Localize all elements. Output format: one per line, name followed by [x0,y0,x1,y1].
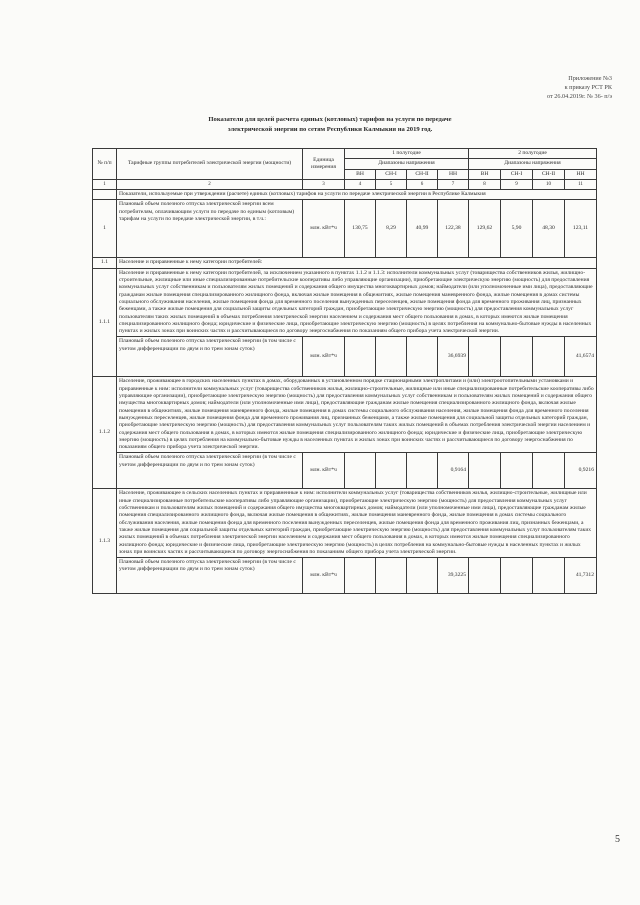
empty-cell [501,337,533,377]
index-cell: 11 [565,179,597,189]
value-h2-vn: 129,62 [469,200,501,258]
header-vn-1: ВН [345,169,376,179]
empty-cell [501,453,533,489]
row-unit: млн. кВт*ч [303,453,345,489]
table-row-1-1-1-volume [93,337,597,377]
header-voltage-2: Диапазоны напряжения [469,159,597,169]
value-h1-vn: 130,75 [345,200,376,258]
row-num: 1.1.1 [93,268,117,377]
value-h2-nn: 0,9216 [565,453,597,489]
volume-label: Плановый объем полезного отпуска электрической энергии (в том числе с учетом дифференциации по двум и по трем зонам суток) [117,337,303,377]
row-num: 1.1.3 [93,489,117,594]
index-cell: 10 [533,179,565,189]
header-sn2-1: СН-II [407,169,438,179]
header-half-2: 2 полугодие [469,149,597,159]
header-unit: Единица измерения [303,149,345,180]
row-unit: млн. кВт*ч [303,558,345,594]
appendix-line-1: Приложение №3 [568,75,612,82]
value-h2-sn1: 5,90 [501,200,533,258]
header-sn2-2: СН-II [533,169,565,179]
section-row [93,190,597,200]
empty-cell [533,453,565,489]
row-unit: млн. кВт*ч [303,200,345,258]
header-half-1: 1 полугодие [345,149,469,159]
value-h1-sn2: 40,99 [407,200,438,258]
header-voltage-1: Диапазоны напряжения [345,159,469,169]
empty-cell [345,558,376,594]
tariff-table [92,148,597,594]
header-sn1-2: СН-I [501,169,533,179]
document-title [150,115,510,135]
section-num-cell [93,190,117,200]
index-cell: 1 [93,179,117,189]
title-line-1: Показатели для целей расчета единых (котловых) тарифов на услуги по передаче [208,116,452,123]
value-h1-nn: 0,9164 [438,453,469,489]
index-cell: 2 [117,179,303,189]
section-indicators: Показатели, используемые при утверждении (расчете) единых (котловых) тарифов на услуги по передаче электрической энергии в Республике Калмыкия [117,190,597,200]
appendix-line-3: от 26.04.2019г. № 36- п/э [547,93,612,100]
header-groups: Тарифные группы потребителей электрической энергии (мощности) [117,149,303,180]
row-unit: млн. кВт*ч [303,337,345,377]
index-cell: 7 [438,179,469,189]
value-h2-nn: 123,11 [565,200,597,258]
value-h1-sn1: 8,29 [376,200,407,258]
table-row-1-1-3-volume [93,558,597,594]
row-label: Плановый объем полезного отпуска электрической энергии всем потребителям, оплачивающим услуги по передаче по единым (котловым) тарифам на услуги по передаче электрической энергии, в т.ч.: [117,200,303,258]
appendix-reference [547,74,612,101]
row-num: 1 [93,200,117,258]
empty-cell [469,453,501,489]
empty-cell [407,337,438,377]
empty-cell [376,558,407,594]
table-row-1-1-1 [93,268,597,337]
header-num: № п/п [93,149,117,180]
header-nn-1: НН [438,169,469,179]
index-cell: 3 [303,179,345,189]
page-number: 5 [615,834,620,845]
header-vn-2: ВН [469,169,501,179]
row-label: Население и приравненные к нему категории потребителей: [117,258,597,268]
table-row-1-1-2 [93,377,597,453]
index-cell: 6 [407,179,438,189]
index-cell: 8 [469,179,501,189]
index-cell: 4 [345,179,376,189]
empty-cell [533,337,565,377]
table-row-1-1 [93,258,597,268]
empty-cell [407,453,438,489]
empty-cell [407,558,438,594]
value-h1-nn: 36,6939 [438,337,469,377]
empty-cell [501,558,533,594]
empty-cell [469,558,501,594]
value-h1-nn: 122,38 [438,200,469,258]
row-description: Население, проживающее в сельских населенных пунктах и приравненные к ним: исполнители коммунальных услуг (товарищества собственников жилья, жилищно-строительные, жилищные или иные специализированные потребительские кооперативы либо управляющие организации), приобретающие электрическую энергию (мощность) для предоставления коммунальных услуг собственникам и пользователям жилых помещений и содержания общего имущества многоквартирных домов; наймодатели (или уполномоченные ими лица), предоставляющие гражданам жилые помещения специализированного жилищного фонда, включая жилые помещения в общежитиях, жилые помещения маневренного фонда, жилые помещения в домах системы социального обслуживания населения, жилые помещения фонда для временного поселения вынужденных переселенцев, жилые помещения фонда для временного проживания лиц, признанных беженцами, а также жилые помещения для социальной защиты отдельных категорий граждан, приобретающие электрическую энергию (мощность) для предоставления коммунальных услуг пользователям таких жилых помещений в объемах потребления электрической энергии населением и содержания мест общего пользования в домах, в которых имеются жилые помещения специализированного жилищного фонда; юридические и физические лица, приобретающие электрическую энергию (мощность) в целях потребления на коммунально-бытовые нужды в населенных пунктах и жилых зонах при воинских частях и рассчитывающиеся по договору энергоснабжения по показаниям общего прибора учета электрической энергии. [117,489,597,558]
row-num: 1.1.2 [93,377,117,489]
index-cell: 9 [501,179,533,189]
index-row [93,179,597,189]
title-line-2: электрической энергии по сетям Республики Калмыкия на 2019 год. [227,126,433,133]
table-row-1-1-2-volume [93,453,597,489]
value-h1-nn: 39,3225 [438,558,469,594]
value-h2-nn: 41,6574 [565,337,597,377]
table-row-1 [93,200,597,258]
empty-cell [533,558,565,594]
row-description: Население, проживающее в городских населенных пунктах в домах, оборудованных в установленном порядке стационарными электроплитами и (или) электроотопительными установками и приравненные к ним: исполнители коммунальных услуг (товарищества собственников жилья, жилищно-строительные, жилищные или иные специализированные потребительские кооперативы либо управляющие организации), приобретающие электрическую энергию (мощность) для предоставления коммунальных услуг собственникам и пользователям жилых помещений и содержания общего имущества многоквартирных домов; наймодатели (или уполномоченные ими лица), предоставляющие гражданам жилые помещения специализированного жилищного фонда, включая жилые помещения в общежитиях, жилые помещения маневренного фонда, жилые помещения в домах системы социального обслуживания населения, жилые помещения фонда для временного поселения вынужденных переселенцев, жилые помещения фонда для временного проживания лиц, признанных беженцами, а также жилые помещения для социальной защиты отдельных категорий граждан, приобретающие электрическую энергию (мощность) для предоставления коммунальных услуг пользователям таких жилых помещений в объемах потребления электрической энергии населением и содержания мест общего пользования в домах, в которых имеются жилые помещения специализированного жилищного фонда; юридические и физические лица, приобретающие электрическую энергию (мощность) в целях потребления на коммунально-бытовые нужды в населенных пунктах и жилых зонах при воинских частях и рассчитывающиеся по договору энергоснабжения по показаниям общего прибора учета электрической энергии. [117,377,597,453]
row-num: 1.1 [93,258,117,268]
volume-label: Плановый объем полезного отпуска электрической энергии (в том числе с учетом дифференциации по двум и по трем зонам суток) [117,558,303,594]
volume-label: Плановый объем полезного отпуска электрической энергии (в том числе с учетом дифференциации по двум и по трем зонам суток) [117,453,303,489]
empty-cell [469,337,501,377]
index-cell: 5 [376,179,407,189]
header-nn-2: НН [565,169,597,179]
empty-cell [345,453,376,489]
value-h2-nn: 41,7312 [565,558,597,594]
empty-cell [376,337,407,377]
value-h2-sn2: 48,30 [533,200,565,258]
header-sn1-1: СН-I [376,169,407,179]
empty-cell [345,337,376,377]
table-row-1-1-3 [93,489,597,558]
row-description: Население и приравненные к нему категории потребителей, за исключением указанного в пунктах 1.1.2 и 1.1.3: исполнители коммунальных услуг (товарищества собственников жилья, жилищно-строительные, жилищные или иные специализированные потребительские кооперативы либо управляющие организации), приобретающие электрическую энергию (мощность) для предоставления коммунальных услуг собственникам и пользователям жилых помещений и содержания общего имущества многоквартирных домов; наймодатели (или уполномоченные ими лица), предоставляющие гражданам жилые помещения специализированного жилищного фонда, включая жилые помещения в общежитиях, жилые помещения маневренного фонда, жилые помещения в домах системы социального обслуживания населения, жилые помещения фонда для временного поселения вынужденных переселенцев, жилые помещения фонда для временного проживания лиц, признанных беженцами, а также жилые помещения для социальной защиты отдельных категорий граждан, приобретающие электрическую энергию (мощность) для предоставления коммунальных услуг пользователям таких жилых помещений в объемах потребления электрической энергии населением и содержания мест общего пользования в домах, в которых имеются жилые помещения специализированного жилищного фонда; юридические и физические лица, приобретающие электрическую энергию (мощность) в целях потребления на коммунально-бытовые нужды в населенных пунктах и жилых зонах при воинских частях и рассчитывающиеся по договору энергоснабжения по показаниям общего прибора учета электрической энергии. [117,268,597,337]
empty-cell [376,453,407,489]
appendix-line-2: к приказу РСТ РК [564,84,612,91]
